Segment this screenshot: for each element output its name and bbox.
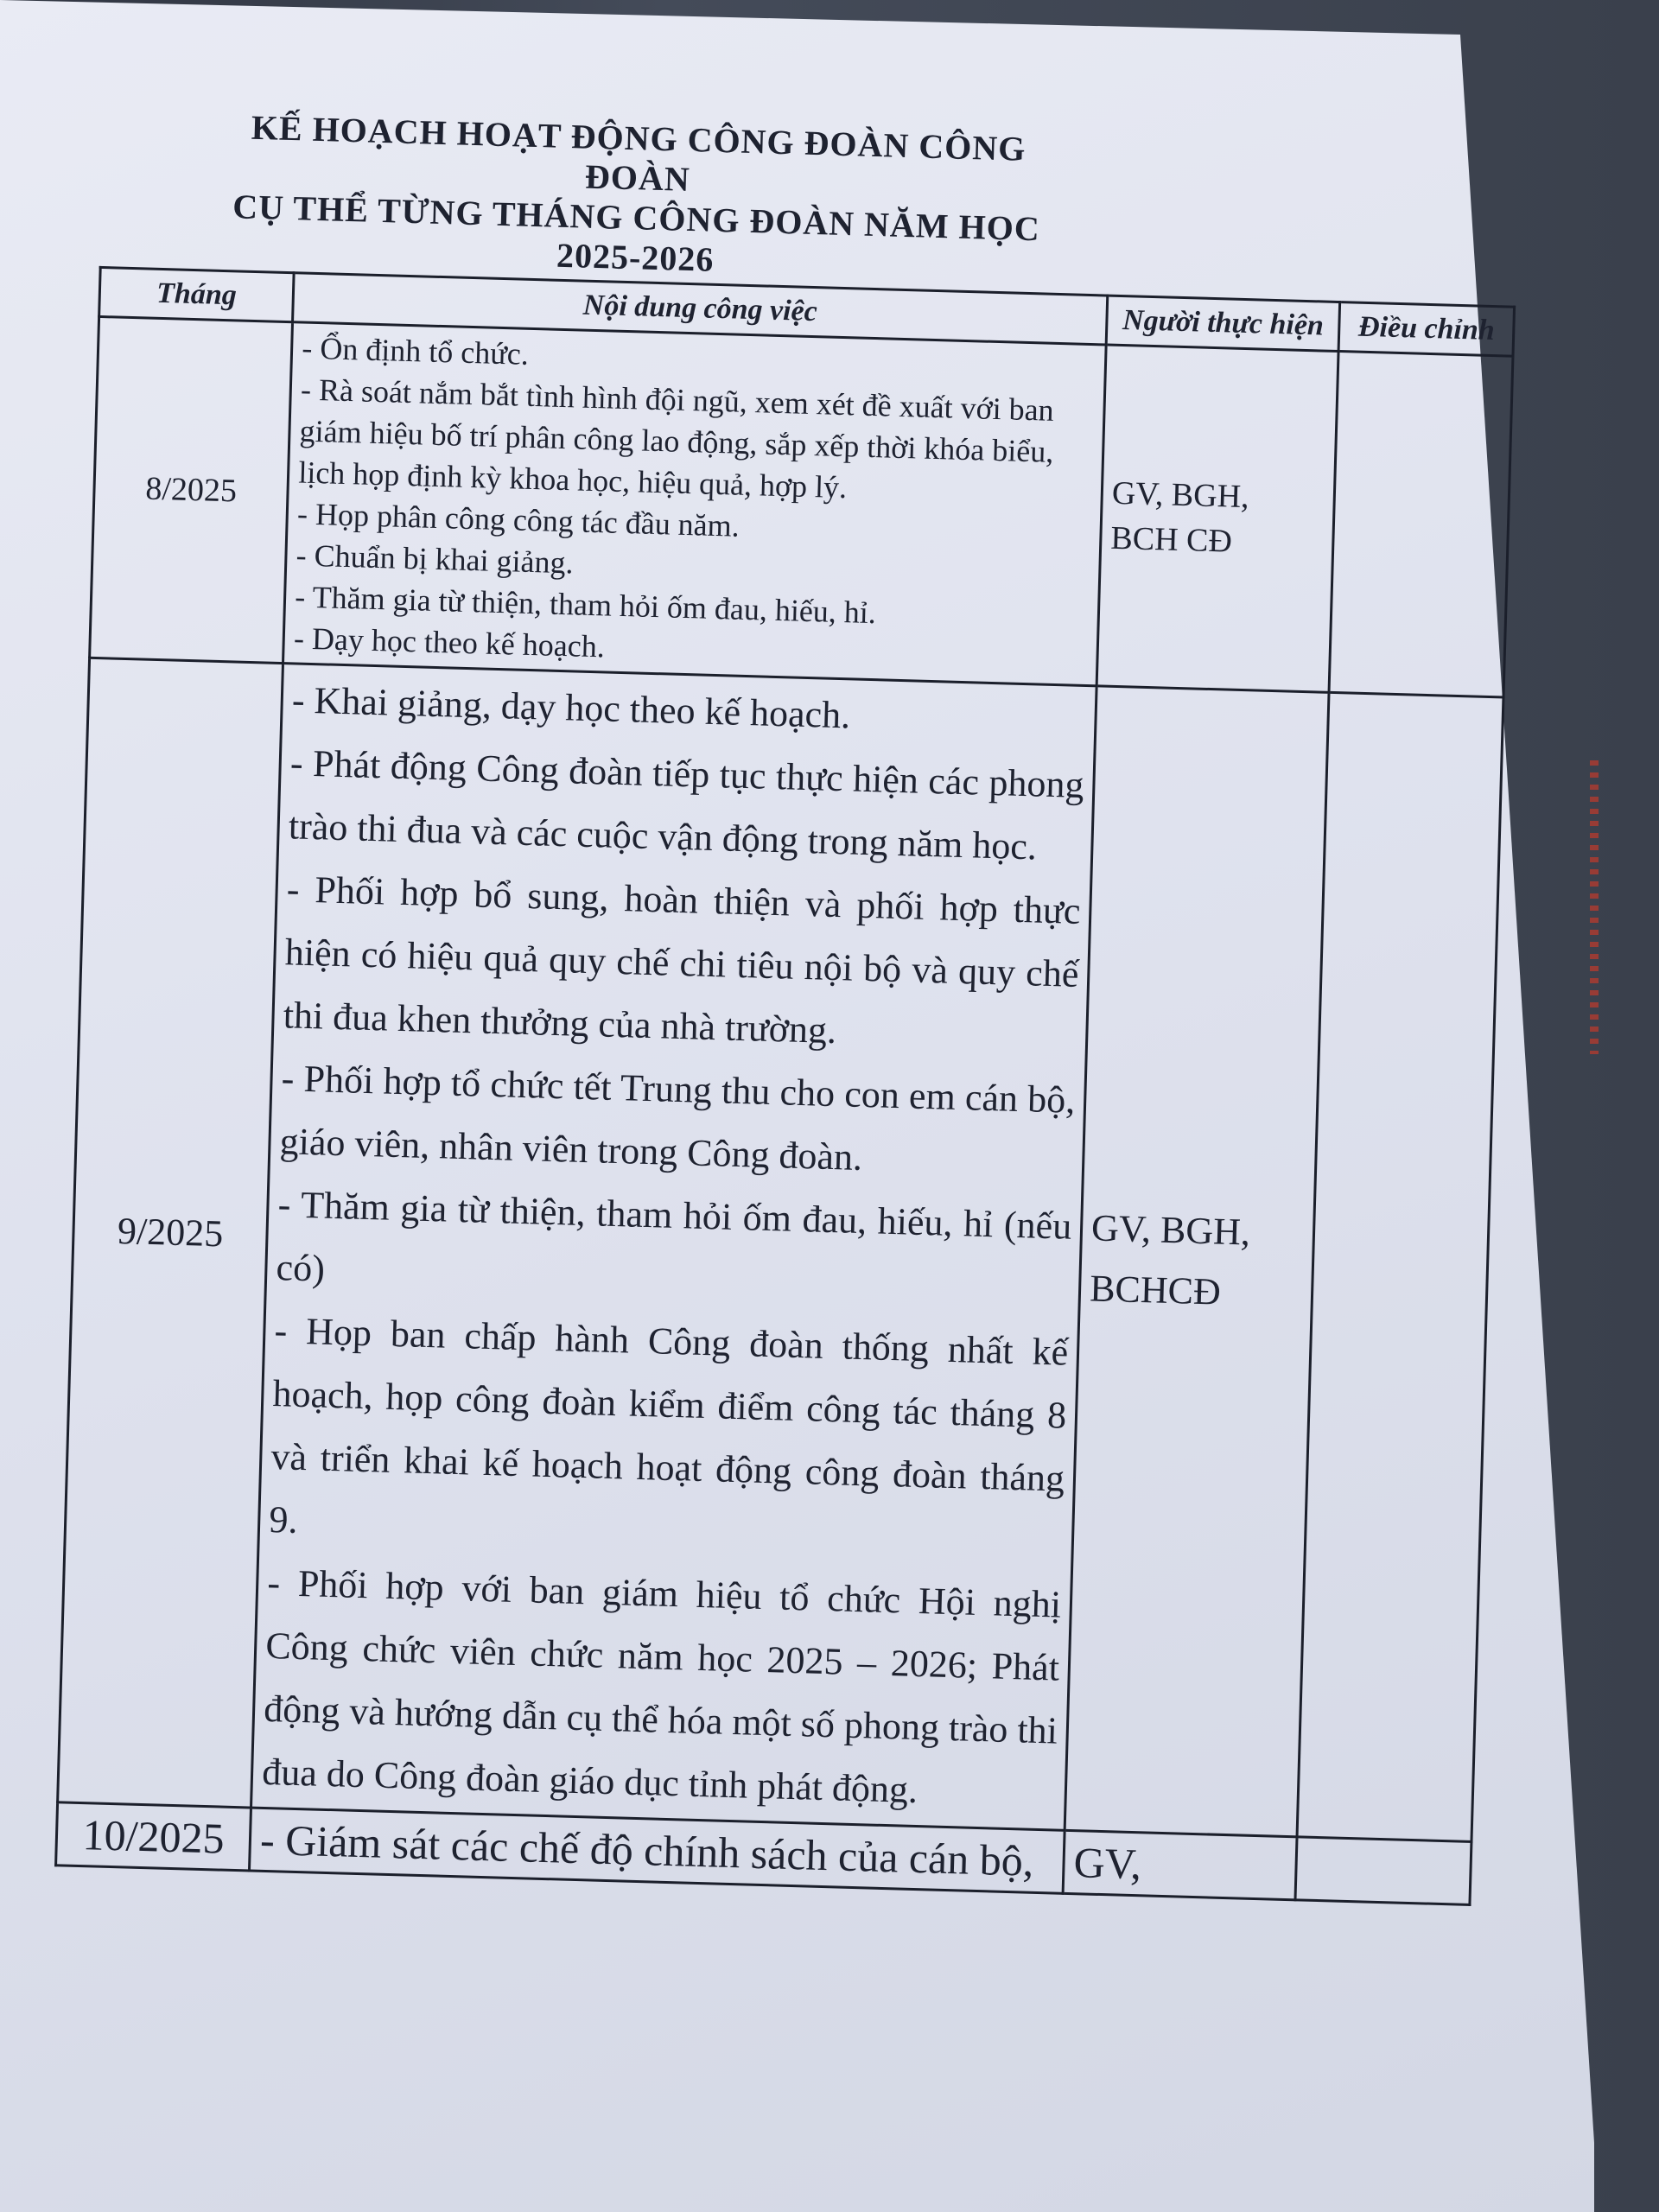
adjust-cell xyxy=(1297,692,1503,1841)
content-item: - Dạy học theo kế hoạch. xyxy=(293,620,606,664)
title-line-2: CỤ THỂ TỪNG THÁNG CÔNG ĐOÀN NĂM HỌC 2025-2026 xyxy=(232,187,1041,279)
document-title xyxy=(203,106,1071,289)
content-item: - Họp phân công công tác đầu năm. xyxy=(296,496,741,543)
document xyxy=(54,104,1520,1906)
table-row xyxy=(90,316,1513,697)
table-row xyxy=(58,658,1503,1841)
title-line-1: KẾ HOẠCH HOẠT ĐỘNG CÔNG ĐOÀN CÔNG ĐOÀN xyxy=(251,107,1027,199)
content-cell xyxy=(251,664,1096,1831)
content-item: - Ổn định tổ chức. xyxy=(301,330,530,372)
content-item: - Chuẩn bị khai giảng. xyxy=(296,537,575,581)
header-month: Tháng xyxy=(99,267,295,321)
content-item: - Thăm gia từ thiện, tham hỏi ốm đau, hiếu, hỉ. xyxy=(294,579,877,631)
content-item: - Phát động Công đoàn tiếp tục thực hiện các phong trào thi đua và các cuộc vận động trong năm học. xyxy=(288,741,1085,868)
header-content: Nội dung công việc xyxy=(293,273,1108,345)
adjust-cell xyxy=(1295,1837,1471,1905)
header-adjust: Điều chỉnh xyxy=(1338,302,1514,357)
header-person: Người thực hiện xyxy=(1106,296,1340,351)
month-cell: 8/2025 xyxy=(90,316,293,663)
person-cell: GV, BGH, BCH CĐ xyxy=(1096,345,1338,692)
content-item: - Phối hợp bổ sung, hoàn thiện và phối hợp thực hiện có hiệu quả quy chế chi tiêu nội bộ và quy chế thi đua khen thưởng của nhà trường. xyxy=(283,868,1082,1052)
content-item: - Phối hợp tổ chức tết Trung thu cho con em cán bộ, giáo viên, nhân viên trong Công đoàn. xyxy=(279,1057,1076,1179)
content-item: - Thăm gia từ thiện, tham hỏi ốm đau, hiếu, hỉ (nếu có) xyxy=(276,1183,1072,1290)
content-item: - Họp ban chấp hành Công đoàn thống nhất kế hoạch, họp công đoàn kiểm điểm công tác tháng 8 và triển khai kế hoạch hoạt động công đoàn tháng 9. xyxy=(268,1309,1069,1541)
person-cell: GV, BGH, BCHCĐ xyxy=(1065,686,1329,1837)
activity-plan-table xyxy=(54,266,1516,1906)
content-item: - Khai giảng, dạy học theo kế hoạch. xyxy=(291,678,851,737)
content-item: - Rà soát nắm bắt tình hình đội ngũ, xem xét đề xuất với ban giám hiệu bố trí phân công lao động, sắp xếp thời khóa biểu, lịch họp định kỳ khoa học, hiệu quả, hợp lý. xyxy=(297,372,1055,505)
content-cell xyxy=(283,322,1106,686)
page-edge-marking xyxy=(1590,760,1599,1054)
month-cell: 10/2025 xyxy=(56,1802,251,1871)
person-cell: GV, xyxy=(1063,1830,1297,1899)
month-cell: 9/2025 xyxy=(58,658,283,1808)
content-item: - Phối hợp với ban giám hiệu tổ chức Hội nghị Công chức viên chức năm học 2025 – 2026; Phát động và hướng dẫn cụ thể hóa một số phong trào thi đua do Công đoàn giáo dục tỉnh phát động. xyxy=(261,1560,1062,1812)
adjust-cell xyxy=(1329,352,1513,697)
content-item: - Giám sát các chế độ chính sách của cán bộ, xyxy=(259,1815,1035,1885)
